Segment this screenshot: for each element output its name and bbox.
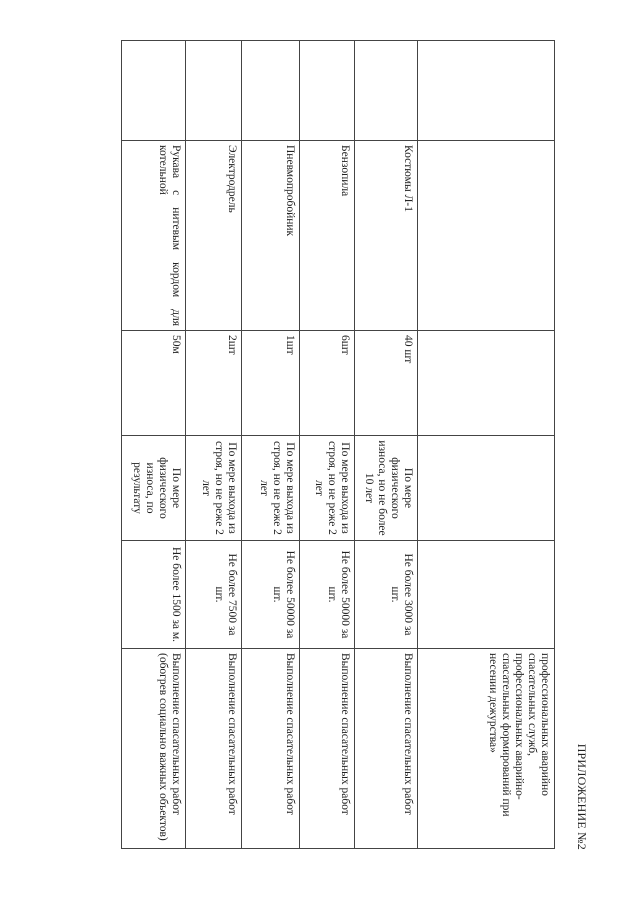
item-cost: Не более 1500 за м. — [122, 541, 186, 649]
item-name: Костюмы Л-1 — [355, 141, 418, 331]
cell-empty — [418, 331, 555, 436]
item-cost: Не более 50000 за шт. — [242, 541, 300, 649]
cell-empty — [122, 41, 186, 141]
table-row — [186, 41, 242, 849]
item-purpose: Выполнение спасательных работ — [186, 649, 242, 849]
intro-text: профессиональных аварийно спасательных служб, профессиональных аварийно-спасательных формирований при несении дежурства» — [418, 649, 555, 849]
table-row — [300, 41, 355, 849]
item-purpose: Выполнение спасательных работ — [300, 649, 355, 849]
cell-empty — [418, 141, 555, 331]
item-quantity: 50м — [122, 331, 186, 436]
item-term: По мере выхода из строя, но не реже 2 лет — [242, 436, 300, 541]
item-quantity: 1шт — [242, 331, 300, 436]
item-quantity: 40 шт — [355, 331, 418, 436]
item-name: Электродрель — [186, 141, 242, 331]
cell-empty — [242, 41, 300, 141]
appendix-table — [121, 40, 555, 849]
item-term: По мере выхода из строя, но не реже 2 лет — [186, 436, 242, 541]
item-term: По мере выхода из строя, но не реже 2 лет — [300, 436, 355, 541]
item-term: По мере физического износа, но не более 10 лет — [355, 436, 418, 541]
table-row — [122, 41, 186, 849]
item-quantity: 2шт — [186, 331, 242, 436]
rotated-sheet — [105, 40, 589, 850]
item-purpose: Выполнение спасательных работ — [242, 649, 300, 849]
intro-row — [418, 41, 555, 849]
item-cost: Не более 7500 за шт. — [186, 541, 242, 649]
item-name: Пневмопробойник — [242, 141, 300, 331]
item-quantity: 6шт — [300, 331, 355, 436]
cell-empty — [186, 41, 242, 141]
item-purpose: Выполнение спасательных работ (обогрев социально важных объектов) — [122, 649, 186, 849]
cell-empty — [418, 541, 555, 649]
item-name: Бензопила — [300, 141, 355, 331]
cell-empty — [418, 41, 555, 141]
item-cost: Не более 50000 за шт. — [300, 541, 355, 649]
item-cost: Не более 3000 за шт. — [355, 541, 418, 649]
item-name: Рукава с нитевым кордом для котельной — [122, 141, 186, 331]
table-row — [355, 41, 418, 849]
table-row — [242, 41, 300, 849]
item-term: По мере физического износа, по результату — [122, 436, 186, 541]
cell-empty — [300, 41, 355, 141]
cell-empty — [355, 41, 418, 141]
cell-empty — [418, 436, 555, 541]
appendix-title: ПРИЛОЖЕНИЕ №2 — [575, 743, 589, 850]
item-purpose: Выполнение спасательных работ — [355, 649, 418, 849]
